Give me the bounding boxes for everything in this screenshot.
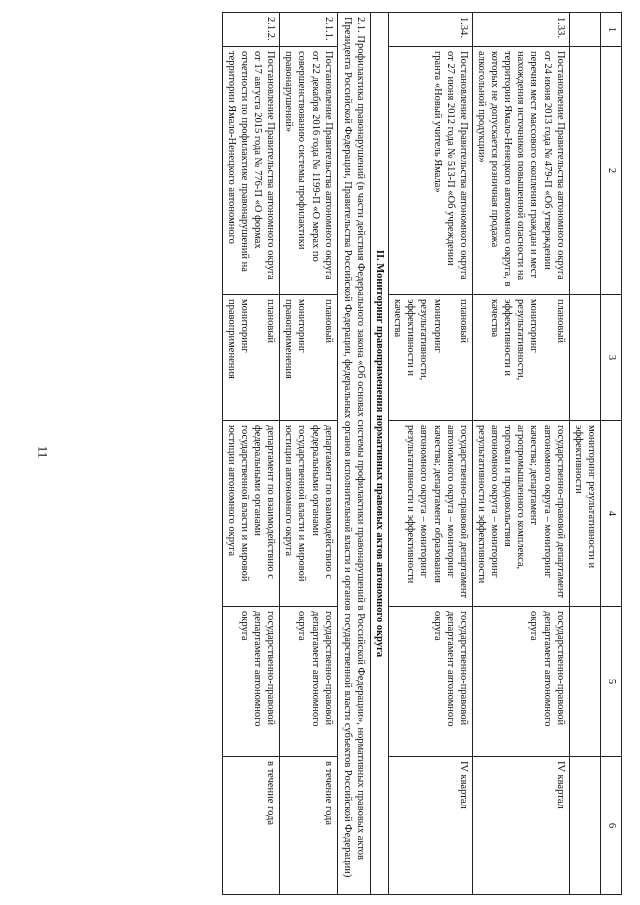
table-row [472,13,569,895]
page-number: 11 [35,445,51,459]
rotated-table-wrapper [92,12,622,894]
cell-subject: департамент по взаимодействию с федеральными органами государственной власти и мировой юстиции автономного округа [280,421,338,607]
cell-title: Постановление Правительства автономного округа от 17 августа 2015 года № 776-П «О формах отчетности по профилактике правонарушений на территории Ямало-Ненецкого автономного [222,47,280,295]
monitoring-plan-table [222,12,622,895]
cell-num [569,13,600,47]
cell-title: Постановление Правительства автономного округа от 24 июня 2013 года № 479-П «Об утверждении перечня мест массового скопления граждан и мест нахождения источников повышенной опасности на территории Ямало-Ненецкого автономного округа, в которых не допускается розничная продажа алкогольной продукции» [472,47,569,295]
cell-subject: государственно-правовой департамент автономного округа – мониторинг качества; департамент образования автономного округа – мониторинг результативности и эффективности [389,421,473,607]
cell-num: 1.34. [389,13,473,47]
cell-subject: мониторинг результативности и эффективности [569,421,600,607]
cell-executor: государственно-правовой департамент автономного округа [389,607,473,757]
cell-num: 2.1.1. [280,13,338,47]
col-header: 1 [601,13,622,47]
cell-title [569,47,600,295]
cell-term [569,757,600,895]
col-header: 6 [601,757,622,895]
cell-executor [569,607,600,757]
cell-type: плановый мониторинг результативности, эффективности и качества [472,295,569,421]
subsection-row [337,13,370,895]
col-header: 3 [601,295,622,421]
cell-num: 2.1.2. [222,13,280,47]
cell-subject: департамент по взаимодействию с федеральными органами государственной власти и мировой юстиции автономного округа [222,421,280,607]
table-row [222,13,280,895]
cell-executor: государственно-правовой департамент автономного округа [280,607,338,757]
table-row [280,13,338,895]
cell-executor: государственно-правовой департамент автономного округа [222,607,280,757]
cell-title: Постановление Правительства автономного округа от 27 июня 2012 года № 513-П «Об учреждении гранта «Новый учитель Ямала» [389,47,473,295]
section-title: II. Мониторинг правоприменения нормативных правовых актов автономного округа [371,13,389,895]
col-header: 4 [601,421,622,607]
cell-term: в течение года [222,757,280,895]
cell-title: Постановление Правительства автономного округа от 22 декабря 2016 года № 1199-П «О мерах по совершенствованию системы профилактики правонарушений» [280,47,338,295]
table-row [389,13,473,895]
cell-term: IV квартал [389,757,473,895]
cell-type: плановый мониторинг правоприменения [222,295,280,421]
cell-type [569,295,600,421]
cell-term: в течение года [280,757,338,895]
cell-term: IV квартал [472,757,569,895]
table-row [569,13,600,895]
column-number-header-row [601,13,622,895]
cell-type: плановый мониторинг результативности, эффективности и качества [389,295,473,421]
col-header: 5 [601,607,622,757]
cell-subject: государственно-правовой департамент автономного округа – мониторинг качества; департамент агропромышленного комплекса, торговли и продовольствия автономного округа – мониторинг результативности и эффективности [472,421,569,607]
col-header: 2 [601,47,622,295]
subsection-text: 2.1. Профилактика правонарушений (в части действия Федерального закона «Об основах системы профилактики правонарушений в Российской Федерации», нормативных правовых актов Президента Российской Федерации, Правительства Российской Федерации, федеральных органов исполнительной власти и органов государственной власти субъектов Российской Федерации) [337,13,370,895]
cell-num: 1.33. [472,13,569,47]
section-title-row [371,13,389,895]
cell-executor: государственно-правовой департамент автономного округа [472,607,569,757]
cell-type: плановый мониторинг правоприменения [280,295,338,421]
